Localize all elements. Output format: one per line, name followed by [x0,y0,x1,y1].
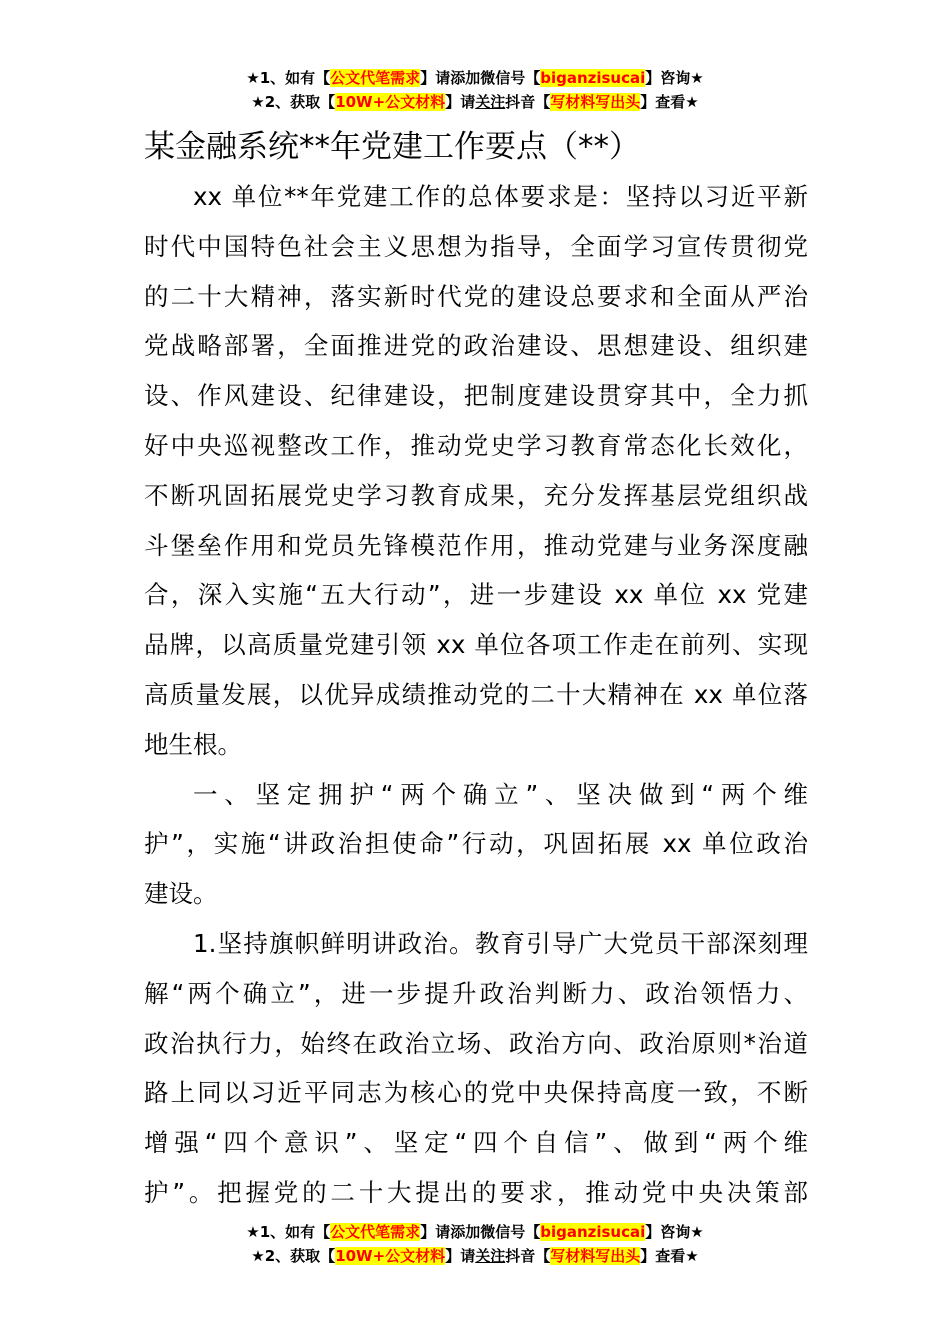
body-line: 斗堡垒作用和党员先锋模范作用，推动党建与业务深度融 [144,530,808,560]
wechat-id-highlight: biganzisucai [540,1223,646,1241]
promo-highlight: 10W+公文材料 [335,1247,446,1265]
promo-text: 抖音【 [505,93,551,111]
promo-highlight: 写材料写出头 [550,93,641,111]
promo-line-2 [0,90,950,114]
promo-highlight: 10W+公文材料 [335,93,446,111]
wechat-id-highlight: biganzisucai [540,69,646,87]
section-heading-line: 建设。 [144,879,218,909]
body-line: 党战略部署，全面推进党的政治建设、思想建设、组织建 [144,331,808,361]
body-line: 高质量发展，以优异成绩推动党的二十大精神在 xx 单位落 [144,679,808,709]
body-line: 品牌，以高质量党建引领 xx 单位各项工作走在前列、实现 [144,630,808,660]
promo-line-2 [0,1244,950,1268]
promo-text: ★2、获取【 [251,1247,336,1265]
promo-text: 】查看★ [640,93,699,111]
promo-text: 】请 [445,1247,476,1265]
promo-text: 】咨询★ [645,69,704,87]
body-line: xx 单位**年党建工作的总体要求是：坚持以习近平新 [193,182,808,211]
promo-text: 】查看★ [640,1247,699,1265]
promo-highlight: 公文代笔需求 [330,69,421,87]
document-title: 某金融系统**年党建工作要点（**） [144,129,640,165]
body-line: 合，深入实施“五大行动”，进一步建设 xx 单位 xx 党建 [144,580,808,610]
promo-underlined-text: 关注 [475,1247,506,1265]
promo-text: ★2、获取【 [251,93,336,111]
promo-line-1 [0,1220,950,1244]
body-line: 好中央巡视整改工作，推动党史学习教育常态化长效化， [144,430,808,460]
document-body [144,172,808,1218]
promo-text: 】咨询★ [645,1223,704,1241]
promo-text: 】请 [445,93,476,111]
promo-text: 】请添加微信号【 [420,69,541,87]
body-line: 解“两个确立”，进一步提升政治判断力、政治领悟力、 [144,978,808,1008]
section-heading-line: 一、坚定拥护“两个确立”、坚决做到“两个维 [193,779,808,809]
body-line: 设、作风建设、纪律建设，把制度建设贯穿其中，全力抓 [144,381,808,411]
body-line: 1.坚持旗帜鲜明讲政治。教育引导广大党员干部深刻理 [193,928,808,958]
header-promo-banner [0,66,950,114]
body-line: 路上同以习近平同志为核心的党中央保持高度一致，不断 [144,1078,808,1108]
promo-highlight: 公文代笔需求 [330,1223,421,1241]
promo-highlight: 写材料写出头 [550,1247,641,1265]
section-heading-line: 护”，实施“讲政治担使命”行动，巩固拓展 xx 单位政治 [144,829,808,859]
body-line: 护”。把握党的二十大提出的要求，推动党中央决策部 [144,1177,808,1207]
promo-text: 】请添加微信号【 [420,1223,541,1241]
promo-text: ★1、如有【 [246,69,331,87]
body-line: 不断巩固拓展党史学习教育成果，充分发挥基层党组织战 [144,480,808,510]
body-line: 地生根。 [144,729,242,759]
body-line: 时代中国特色社会主义思想为指导，全面学习宣传贯彻党 [144,231,808,261]
body-line: 增强“四个意识”、坚定“四个自信”、做到“两个维 [144,1128,808,1158]
footer-promo-banner [0,1220,950,1268]
promo-line-1 [0,66,950,90]
promo-text: ★1、如有【 [246,1223,331,1241]
promo-underlined-text: 关注 [475,93,506,111]
body-line: 政治执行力，始终在政治立场、政治方向、政治原则*治道 [144,1028,808,1058]
body-line: 的二十大精神，落实新时代党的建设总要求和全面从严治 [144,281,808,311]
promo-text: 抖音【 [505,1247,551,1265]
